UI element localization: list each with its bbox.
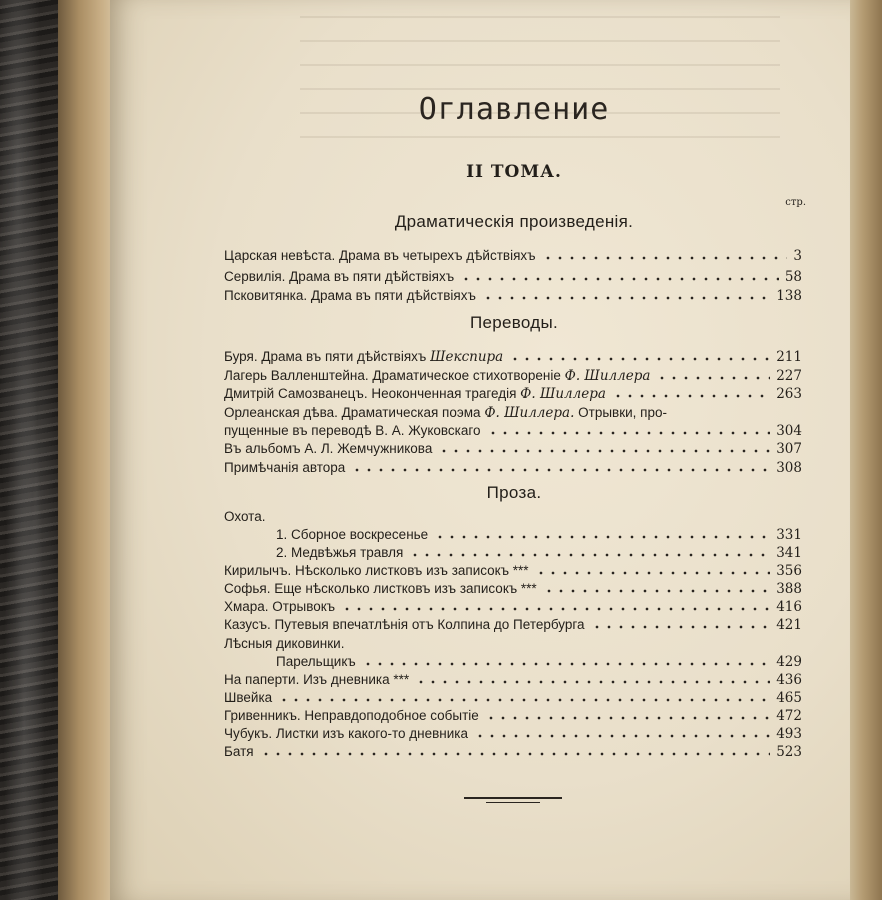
entry-title: Сервилія. Драма въ пяти дѣйствіяхъ: [224, 269, 455, 284]
toc-entry: [224, 598, 802, 616]
toc-group-label: Лѣсныя диковинки.: [224, 636, 345, 651]
page-title: Оглавление: [418, 92, 610, 127]
entry-page: 211: [776, 349, 802, 365]
entry-page: 472: [776, 708, 802, 724]
section-heading-translations: Переводы.: [469, 313, 559, 332]
toc-entry: [224, 526, 802, 544]
entry-page: 263: [776, 386, 802, 402]
entry-title: Примѣчанія автора: [224, 460, 346, 475]
toc-entry-wrapped: [224, 404, 667, 422]
entry-author: Шекспира: [430, 349, 504, 365]
entry-title: Казусъ. Путевыя впечатлѣнія отъ Колпина до Петербурга: [224, 617, 585, 632]
leader-dots: [434, 535, 770, 539]
toc-entry: [224, 707, 802, 725]
volume-subtitle: II ТОМА.: [466, 162, 562, 182]
book-cover-edge: [0, 0, 60, 900]
entry-page: 227: [776, 368, 802, 384]
entry-author: Ф. Шиллера: [520, 386, 606, 402]
toc-entry: [224, 459, 802, 477]
table-of-contents: [224, 0, 804, 900]
section-heading-drama: Драматическія произведенія.: [394, 212, 634, 231]
entry-author: Ф. Шиллера.: [484, 405, 575, 421]
page-stack-edge: [58, 0, 118, 900]
leader-dots: [362, 662, 771, 666]
entry-title: Царская невѣста. Драма въ четырехъ дѣйствіяхъ: [224, 248, 536, 263]
toc-entry: [224, 580, 802, 598]
entry-page: 523: [776, 744, 802, 760]
entry-page: 465: [776, 690, 802, 706]
entry-page: 3: [793, 248, 802, 264]
entry-page: 388: [776, 581, 802, 597]
leader-dots: [485, 716, 770, 720]
toc-entry: [224, 440, 802, 458]
entry-title: На паперти. Изъ дневника ***: [224, 672, 410, 687]
entry-title: Въ альбомъ А. Л. Жемчужникова: [224, 441, 433, 456]
toc-entry: [224, 743, 802, 761]
entry-page: 429: [776, 654, 802, 670]
leader-dots: [591, 625, 771, 629]
leader-dots: [535, 571, 771, 575]
toc-entry: [224, 385, 802, 403]
leader-dots: [487, 431, 771, 435]
closing-rule: [464, 797, 562, 799]
toc-entry: [224, 422, 802, 440]
leader-dots: [474, 734, 770, 738]
leader-dots: [351, 468, 770, 472]
leader-dots: [409, 553, 770, 557]
entry-page: 307: [776, 441, 802, 457]
entry-title: Батя: [224, 744, 254, 759]
leader-dots: [415, 680, 770, 684]
entry-title: Орлеанская дѣва. Драматическая поэма: [224, 405, 481, 420]
entry-title: Швейка: [224, 690, 273, 705]
leader-dots: [341, 607, 770, 611]
entry-page: 58: [784, 269, 802, 285]
closing-rule-thin: [486, 802, 540, 803]
toc-group-label: Охота.: [224, 509, 266, 524]
toc-entry: [224, 671, 802, 689]
entry-title: Псковитянка. Драма въ пяти дѣйствіяхъ: [224, 288, 476, 303]
entry-page: 416: [776, 599, 802, 615]
entry-page: 421: [776, 617, 802, 633]
entry-author: Ф. Шиллера: [564, 368, 651, 384]
entry-page: 138: [776, 288, 802, 304]
leader-dots: [656, 376, 770, 380]
toc-entry: [224, 562, 802, 580]
toc-entry: [224, 616, 802, 634]
leader-dots: [543, 589, 771, 593]
entry-page: 436: [776, 672, 802, 688]
leader-dots: [482, 296, 770, 300]
entry-title: Парельщикъ: [276, 654, 356, 669]
toc-entry: [224, 367, 802, 385]
leader-dots: [612, 394, 770, 398]
entry-page: 304: [776, 423, 802, 439]
leader-dots: [509, 357, 770, 361]
toc-entry: [224, 287, 802, 305]
entry-title: 2. Медвѣжья травля: [276, 545, 404, 560]
entry-title: Кирилычъ. Нѣсколько листковъ изъ записокъ ***: [224, 563, 529, 578]
toc-entry: [224, 689, 802, 707]
entry-page: 331: [776, 527, 802, 543]
leader-dots: [278, 698, 770, 702]
entry-title: Чубукъ. Листки изъ какого-то дневника: [224, 726, 469, 741]
toc-entry: [224, 348, 802, 366]
toc-entry: [224, 653, 802, 671]
toc-entry: [224, 725, 802, 743]
entry-title: Дмитрій Самозванецъ. Неоконченная трагедія Ф. Шиллера: [224, 386, 606, 402]
entry-page: 308: [776, 460, 802, 476]
page-right-edge: [850, 0, 882, 900]
toc-entry: [224, 544, 802, 562]
entry-title: Хмара. Отрывокъ: [224, 599, 336, 614]
leader-dots: [438, 449, 770, 453]
entry-title: Гривенникъ. Неправдоподобное событіе: [224, 708, 479, 723]
leader-dots: [260, 752, 771, 756]
entry-page: 356: [776, 563, 802, 579]
entry-title: Софья. Еще нѣсколько листковъ изъ записокъ ***: [224, 581, 537, 596]
entry-title: Буря. Драма въ пяти дѣйствіяхъ Шекспира: [224, 349, 504, 365]
toc-entry: [224, 268, 802, 286]
section-heading-prose: Проза.: [486, 483, 542, 502]
page-column-label: стр.: [785, 197, 806, 208]
toc-entry: [224, 247, 802, 265]
entry-title-continued: Отрывки, про-: [578, 405, 667, 420]
entry-page: 493: [776, 726, 802, 742]
entry-title: пущенные въ переводѣ В. А. Жуковскаго: [224, 423, 481, 438]
entry-page: 341: [776, 545, 802, 561]
entry-title: Лагерь Валленштейна. Драматическое стихотвореніе Ф. Шиллера: [224, 368, 651, 384]
leader-dots: [460, 277, 779, 281]
entry-title: 1. Сборное воскресенье: [276, 527, 429, 542]
leader-dots: [542, 256, 788, 260]
